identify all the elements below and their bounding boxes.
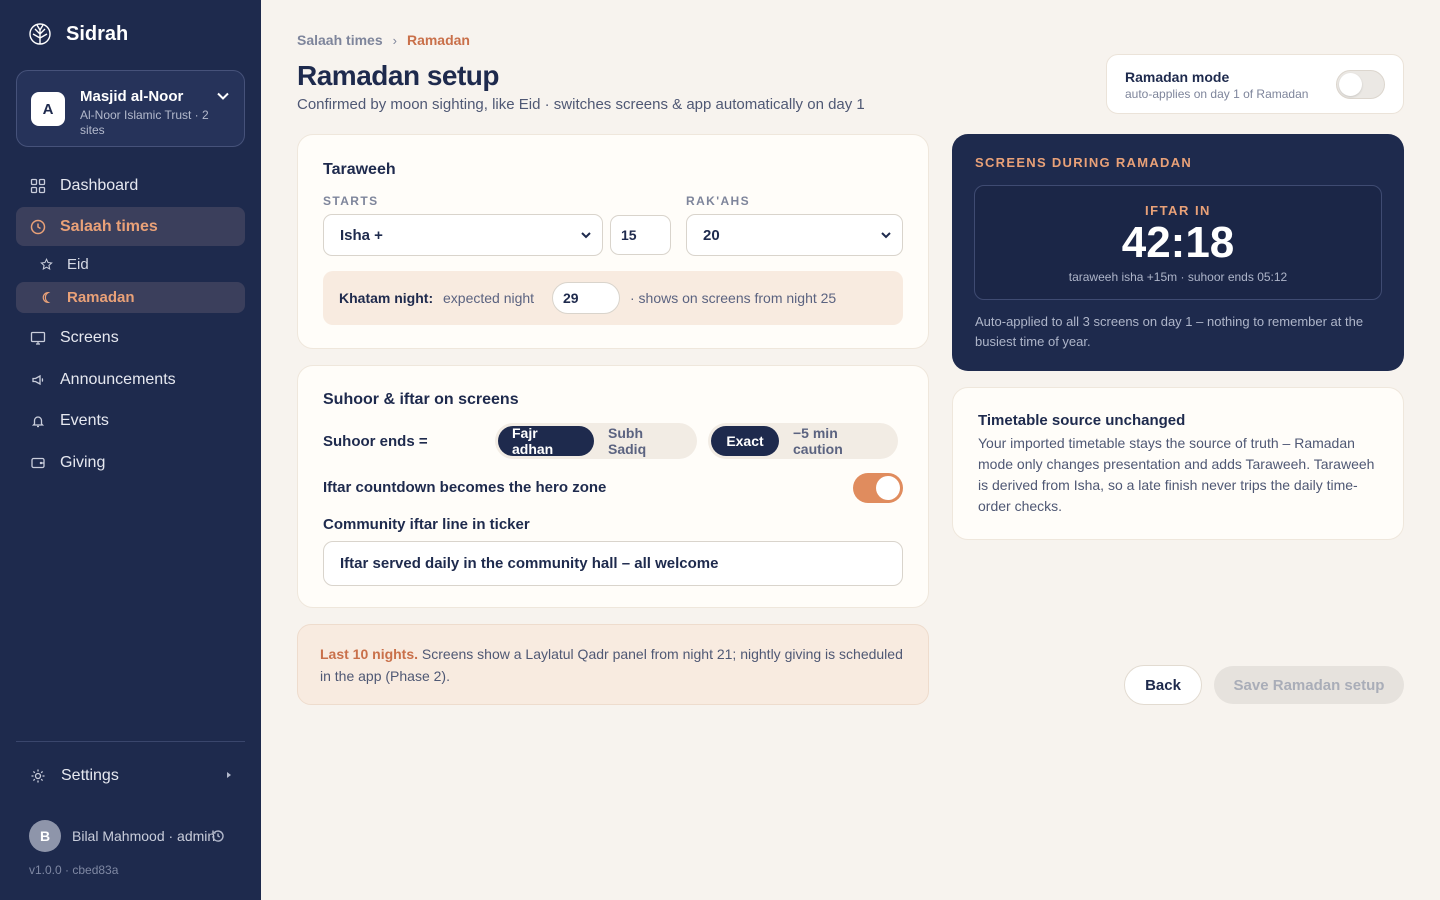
screens-preview-card xyxy=(952,134,1404,371)
sidebar-item-screens[interactable] xyxy=(16,318,245,357)
refresh-icon[interactable] xyxy=(210,828,226,844)
rakahs-select-value: 20 xyxy=(703,226,720,244)
last-nights-emphasis: Last 10 nights. xyxy=(320,646,419,662)
hero-zone-toggle[interactable] xyxy=(853,473,903,503)
khatam-note: · shows on screens from night 25 xyxy=(630,290,837,306)
toggle-knob xyxy=(876,476,900,500)
crescent-moon-icon xyxy=(40,291,53,304)
wallet-icon xyxy=(30,455,46,471)
sidebar-subitem-label: Eid xyxy=(67,256,89,273)
org-avatar: A xyxy=(31,92,65,126)
save-ramadan-setup-button[interactable]: Save Ramadan setup xyxy=(1214,666,1404,704)
page-subtitle: Confirmed by moon sighting, like Eid · switches screens & app automatically on day 1 xyxy=(297,96,865,113)
sidebar xyxy=(0,0,261,900)
sidebar-item-label: Giving xyxy=(60,453,106,471)
suhoor-option-fajr-adhan[interactable]: Fajr adhan xyxy=(498,426,594,456)
screen-preview xyxy=(974,185,1382,300)
precision-option-caution[interactable]: −5 min caution xyxy=(793,425,843,457)
sidebar-subitem-ramadan[interactable] xyxy=(16,282,245,313)
tree-logo-icon xyxy=(28,22,52,46)
khatam-night-input[interactable]: 29 xyxy=(552,282,620,314)
bell-icon xyxy=(30,413,46,429)
breadcrumb-parent[interactable]: Salaah times xyxy=(297,32,383,48)
timetable-info-body: Your imported timetable stays the source of truth – Ramadan mode only changes presentation and adds Taraweeh. Taraweeh is derived from Isha, so a late finish never trips the daily time-order checks. xyxy=(978,435,1375,514)
app-version: v1.0.0 · cbed83a xyxy=(29,863,119,877)
chevron-down-icon xyxy=(880,229,892,241)
app-name: Sidrah xyxy=(66,22,129,45)
preview-detail: taraweeh isha +15m · suhoor ends 05:12 xyxy=(1068,270,1288,284)
precision-segmented-control xyxy=(708,423,898,459)
rakahs-select[interactable] xyxy=(686,214,903,256)
chevron-down-icon xyxy=(580,229,592,241)
suhoor-ends-label: Suhoor ends = xyxy=(323,433,428,450)
ticker-label: Community iftar line in ticker xyxy=(323,516,530,533)
brand[interactable] xyxy=(28,22,128,46)
page-title: Ramadan setup xyxy=(297,60,499,91)
sidebar-item-giving[interactable] xyxy=(16,443,245,482)
sidebar-item-label: Events xyxy=(60,411,109,429)
suhoor-iftar-card xyxy=(297,365,929,608)
iftar-countdown: 42:18 xyxy=(1121,218,1235,267)
breadcrumb xyxy=(297,32,470,48)
grid-icon xyxy=(30,178,46,194)
ramadan-mode-subtitle: auto-applies on day 1 of Ramadan xyxy=(1125,87,1309,101)
org-name: Masjid al-Noor xyxy=(80,88,184,105)
khatam-expected-label: expected night xyxy=(443,290,535,306)
sidebar-divider xyxy=(16,741,245,742)
caret-right-icon xyxy=(227,772,231,778)
ramadan-mode-card xyxy=(1106,54,1404,114)
sidebar-item-label: Salaah times xyxy=(60,217,158,235)
timetable-info-card xyxy=(952,387,1404,540)
clock-icon xyxy=(30,219,46,235)
ramadan-mode-title: Ramadan mode xyxy=(1125,69,1230,85)
khatam-label: Khatam night: xyxy=(339,290,434,306)
org-subtitle: Al-Noor Islamic Trust · 2 sites xyxy=(80,108,209,137)
taraweeh-title: Taraweeh xyxy=(323,161,396,178)
back-button[interactable]: Back xyxy=(1124,665,1202,705)
screens-preview-footer: Auto-applied to all 3 screens on day 1 – nothing to remember at the busiest time of year. xyxy=(975,314,1364,349)
screens-preview-label: SCREENS DURING RAMADAN xyxy=(975,155,1193,170)
sidebar-item-announcements[interactable] xyxy=(16,360,245,399)
sidebar-subitem-eid[interactable] xyxy=(16,249,245,280)
organization-switcher[interactable] xyxy=(16,70,245,147)
megaphone-icon xyxy=(30,372,46,388)
precision-option-exact[interactable]: Exact xyxy=(711,426,779,456)
user-profile[interactable] xyxy=(29,820,229,852)
taraweeh-card xyxy=(297,134,929,349)
sidebar-item-events[interactable] xyxy=(16,401,245,440)
chevron-down-icon xyxy=(216,89,230,103)
ramadan-mode-toggle[interactable] xyxy=(1336,70,1385,99)
starts-select[interactable] xyxy=(323,214,603,256)
suhoor-iftar-title: Suhoor & iftar on screens xyxy=(323,391,519,408)
sidebar-subitem-label: Ramadan xyxy=(67,289,135,306)
suhoor-option-subh-sadiq[interactable]: Subh Sadiq xyxy=(608,425,647,457)
sidebar-item-label: Announcements xyxy=(60,370,176,388)
sidebar-item-label: Dashboard xyxy=(60,176,139,194)
sidebar-item-label: Screens xyxy=(60,328,119,346)
khatam-night-row xyxy=(323,271,903,325)
avatar: B xyxy=(29,820,61,852)
last-nights-text: Screens show a Laylatul Qadr panel from night 21; nightly giving is scheduled in the app (Phase 2). xyxy=(320,646,903,684)
breadcrumb-current: Ramadan xyxy=(406,32,470,48)
star-icon xyxy=(40,258,53,271)
gear-icon xyxy=(30,768,46,784)
starts-select-value: Isha + xyxy=(340,226,383,244)
hero-zone-label: Iftar countdown becomes the hero zone xyxy=(323,479,607,496)
user-name: Bilal Mahmood · admin xyxy=(72,828,216,844)
settings-label: Settings xyxy=(61,767,119,784)
timetable-info-title: Timetable source unchanged xyxy=(978,412,1186,429)
sidebar-item-salaah-times[interactable] xyxy=(16,207,245,246)
ticker-input[interactable]: Iftar served daily in the community hall – all welcome xyxy=(323,541,903,586)
rakahs-label: RAK'AHS xyxy=(686,194,750,208)
sidebar-item-settings[interactable] xyxy=(30,764,235,788)
sidebar-item-dashboard[interactable] xyxy=(16,166,245,205)
monitor-icon xyxy=(30,330,46,346)
starts-label: STARTS xyxy=(323,194,379,208)
iftar-in-label: IFTAR IN xyxy=(1145,203,1211,218)
last-nights-note xyxy=(297,624,929,705)
suhoor-ends-segmented-control xyxy=(495,423,697,459)
starts-offset-input[interactable]: 15 xyxy=(610,215,671,255)
toggle-knob xyxy=(1339,73,1362,96)
breadcrumb-separator: › xyxy=(392,32,397,48)
